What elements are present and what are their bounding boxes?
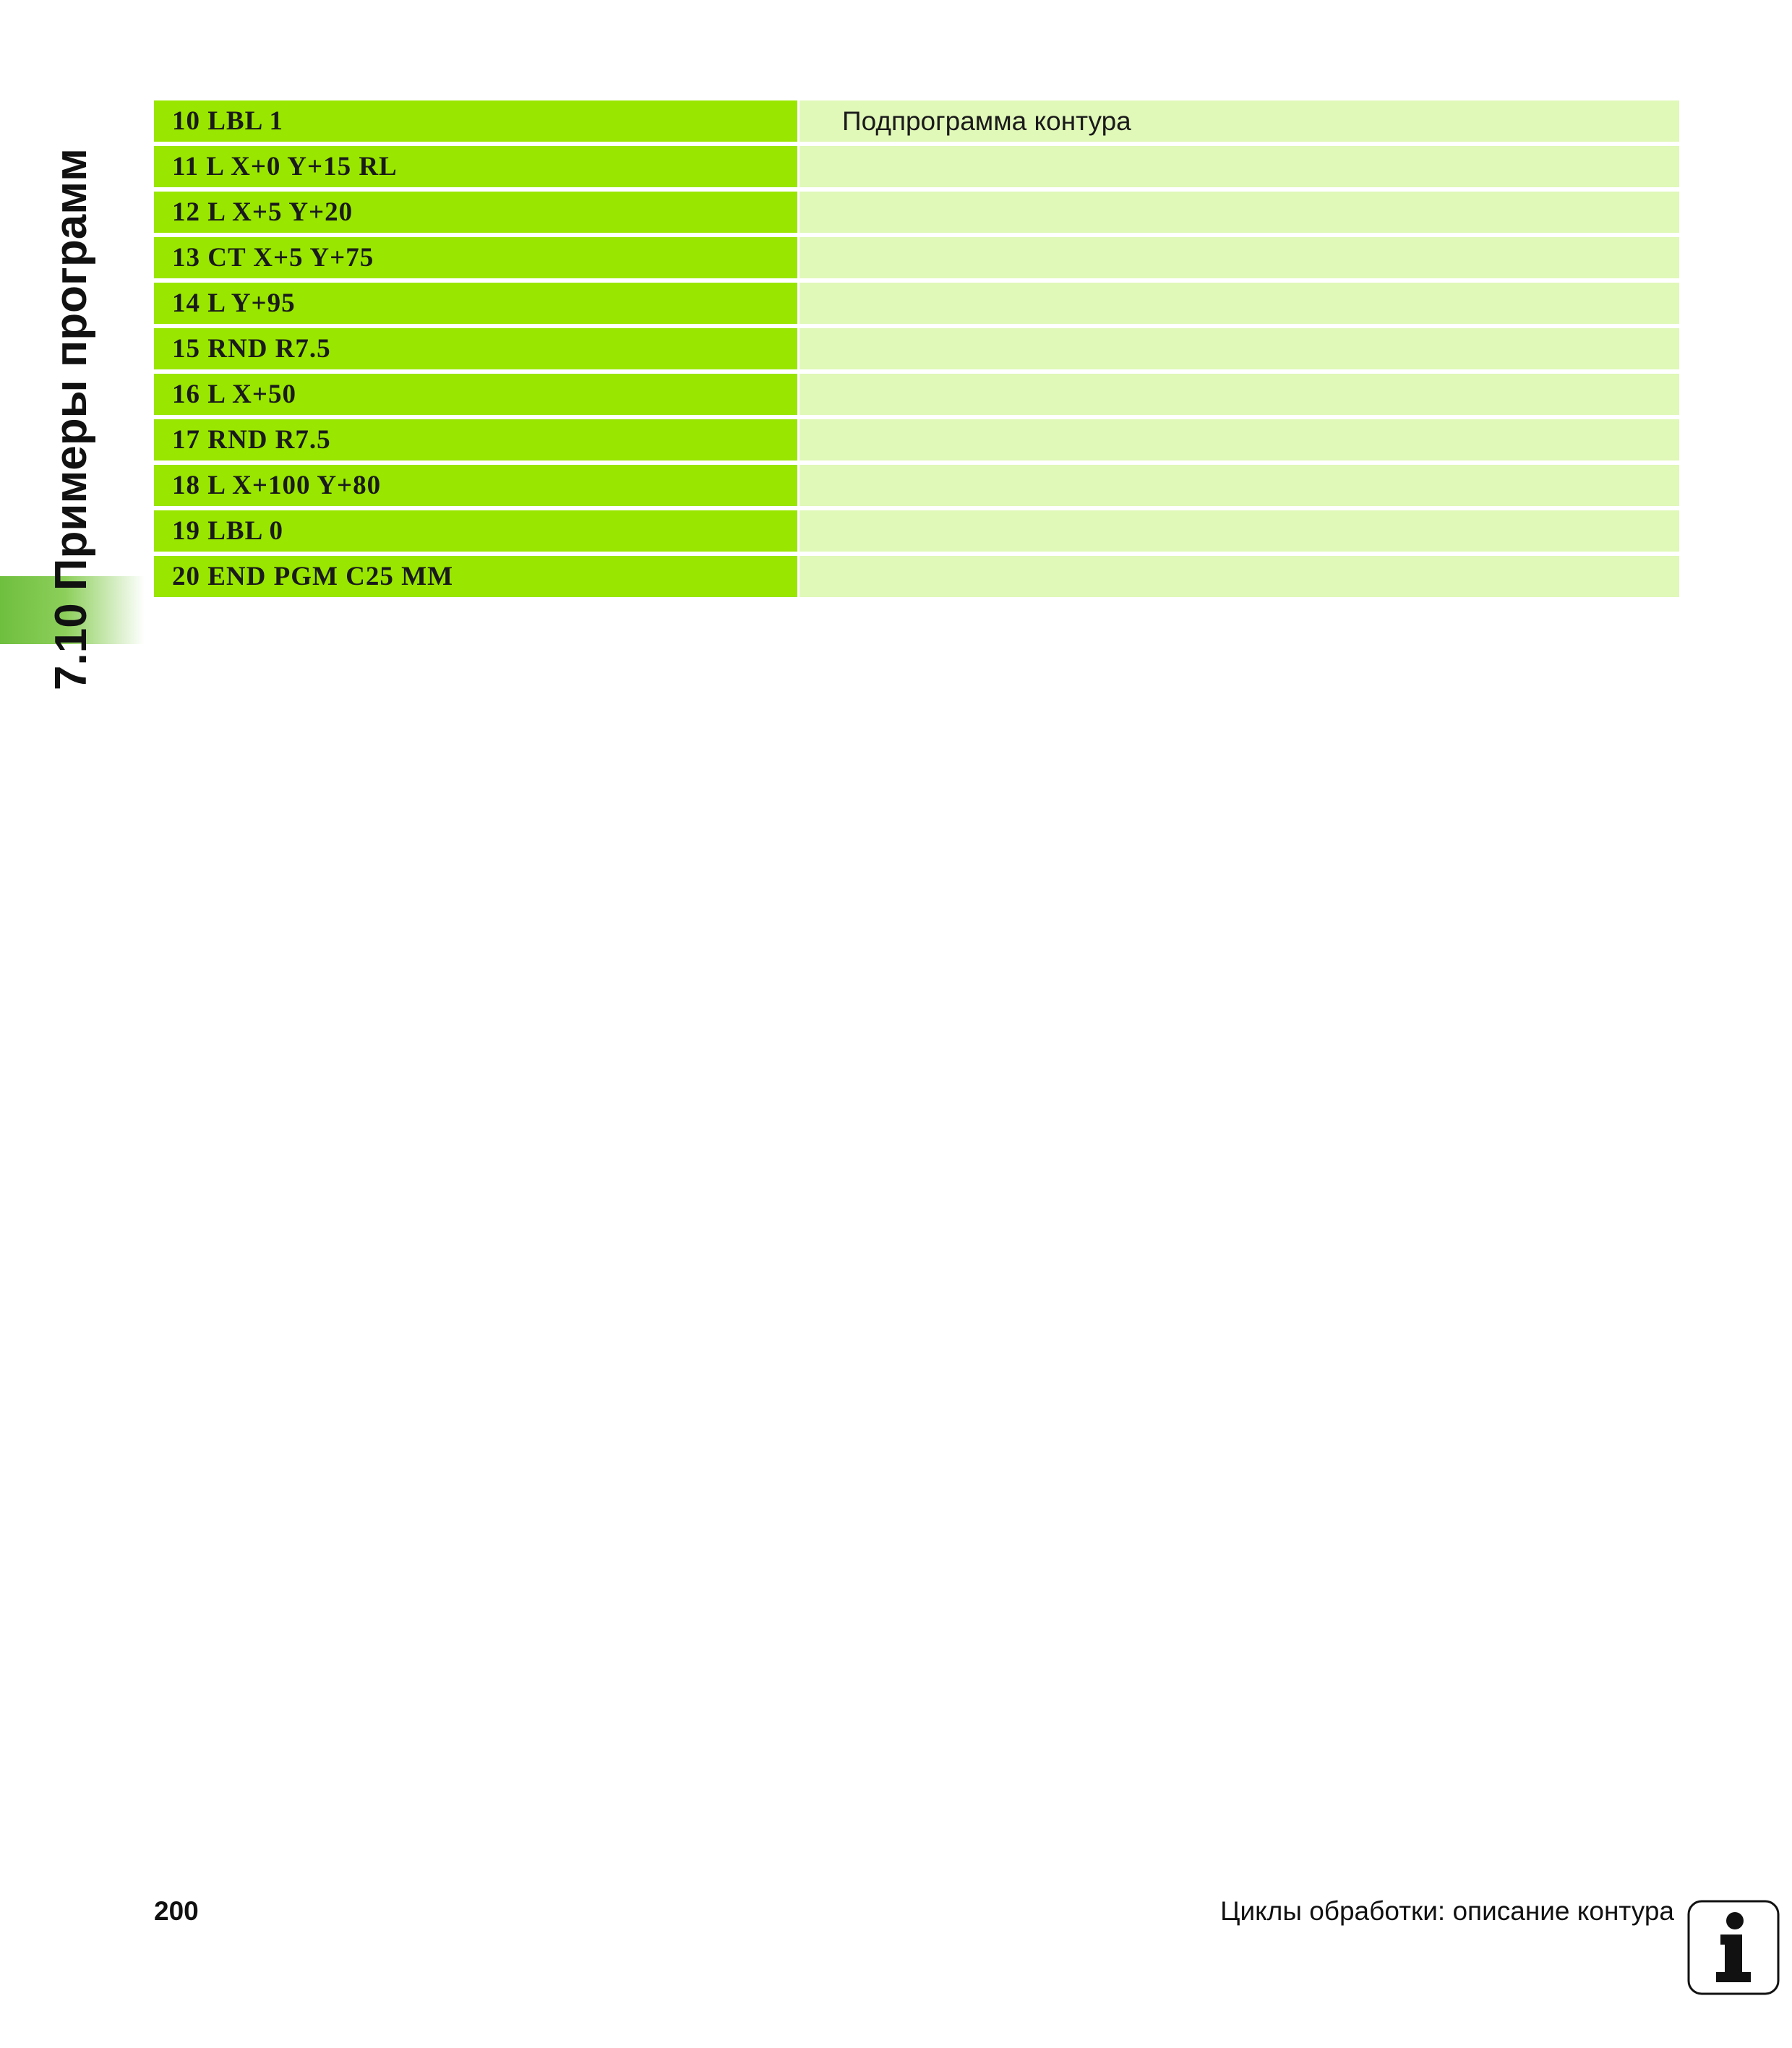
table-row — [154, 146, 1679, 187]
comment-cell — [799, 283, 1679, 324]
code-cell: 10 LBL 1 — [154, 100, 797, 142]
table-row — [154, 283, 1679, 324]
code-cell: 11 L X+0 Y+15 RL — [154, 146, 797, 187]
comment-cell — [799, 465, 1679, 506]
page-number: 200 — [154, 1896, 199, 1926]
comment-cell — [799, 328, 1679, 369]
comment-cell — [799, 419, 1679, 460]
code-cell: 16 L X+50 — [154, 374, 797, 415]
code-cell: 20 END PGM C25 MM — [154, 556, 797, 597]
code-cell: 15 RND R7.5 — [154, 328, 797, 369]
comment-cell — [799, 146, 1679, 187]
code-cell: 18 L X+100 Y+80 — [154, 465, 797, 506]
chapter-title: 7.10 Примеры программ — [46, 148, 96, 690]
comment-cell — [799, 374, 1679, 415]
code-cell: 13 CT X+5 Y+75 — [154, 237, 797, 278]
table-row — [154, 419, 1679, 460]
table-row — [154, 237, 1679, 278]
comment-cell — [799, 556, 1679, 597]
table-row — [154, 100, 1679, 142]
info-icon — [1687, 1900, 1780, 1995]
table-row — [154, 465, 1679, 506]
comment-cell — [799, 192, 1679, 233]
program-listing-table — [154, 100, 1679, 597]
comment-cell: Подпрограмма контура — [799, 100, 1679, 142]
code-cell: 14 L Y+95 — [154, 283, 797, 324]
comment-cell — [799, 237, 1679, 278]
code-cell: 12 L X+5 Y+20 — [154, 192, 797, 233]
comment-cell — [799, 510, 1679, 552]
code-cell: 19 LBL 0 — [154, 510, 797, 552]
footer-chapter-title: Циклы обработки: описание контура — [1220, 1896, 1674, 1926]
table-row — [154, 374, 1679, 415]
table-row — [154, 510, 1679, 552]
table-row — [154, 328, 1679, 369]
code-cell: 17 RND R7.5 — [154, 419, 797, 460]
table-row — [154, 192, 1679, 233]
table-row — [154, 556, 1679, 597]
